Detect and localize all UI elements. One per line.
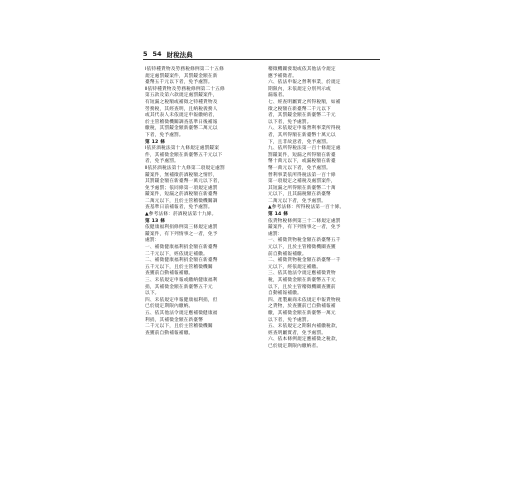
- text-line: 鍰案件，有下列情事之一者，免予: [268, 225, 341, 231]
- document-page: [143, 49, 380, 449]
- text-line: 第五款及第六款規定處罰鍰案件，: [145, 93, 218, 99]
- text-line: 依貨物稅條例第三十二條規定處罰: [268, 218, 341, 224]
- text-line: 其短漏之所得額在新臺幣二十萬: [268, 185, 336, 191]
- text-line: 以下。: [145, 291, 160, 297]
- text-line: 元以下，且其漏稅額在新臺幣: [268, 192, 331, 198]
- text-line: 下，且非故意者，免予處罰。: [268, 139, 331, 145]
- text-line: 幣一萬元以下者，免予處罰。: [268, 165, 331, 171]
- text-line: 八、未依規定申報營利事業所得稅: [268, 126, 341, 132]
- text-line: 四、未依規定申報健康福利捐，但: [145, 297, 218, 303]
- text-line: 鍰案件，無補徵菸酒稅額之情形，: [145, 172, 218, 178]
- text-line: 捐，其補徵金額在新臺幣五千元: [145, 284, 213, 290]
- right-column: [268, 67, 380, 351]
- text-line: 稽徵機關發現或依其他法令規定: [268, 67, 336, 72]
- text-line: 三、依其他法令規定應補徵貨物: [268, 271, 336, 277]
- text-line: 二、補徵貨物稅金額在新臺幣一千: [268, 258, 341, 264]
- text-line: 五、依其他法令規定應補徵健康福: [145, 310, 218, 316]
- text-line: 期限內，未依規定分別列示或: [268, 86, 331, 92]
- text-line: 鍰案件，有下列情事之一者，免予: [145, 231, 218, 237]
- text-line: 徵之稅額在新臺幣二千元以下: [268, 106, 331, 112]
- text-line: Ⅱ依特種貨物及勞務稅條例第二十五條: [145, 86, 225, 92]
- text-line: 以下者，免予處罰。: [268, 317, 312, 323]
- text-line: 查獲前自動補報補繳。: [145, 271, 194, 277]
- text-line: 六、依本條例規定應補徵之稅款，: [268, 337, 341, 343]
- running-header: [143, 49, 380, 59]
- text-line: 營利事業依所得稅法第一百十條: [268, 172, 336, 178]
- text-line: 件，其補徵金額在新臺幣五千元以下: [145, 152, 223, 158]
- text-line: 元以下，且於主管稽徵機關查獲: [268, 245, 336, 251]
- text-line: 四、產製廠商未依規定申報貨物稅: [268, 297, 341, 303]
- text-line: 六、依法申報之營利事業，於規定: [268, 80, 341, 86]
- left-column: [145, 67, 257, 337]
- text-line: 第一項規定之補稅及處罰案件，: [268, 179, 336, 185]
- text-line: 一、補徵貨物稅金額在新臺幣五千: [268, 238, 341, 244]
- text-line: 九、依所得稅法第一百十條規定處: [268, 146, 341, 152]
- text-line: 前自動補報補繳。: [268, 251, 307, 257]
- text-line: 漏報者。: [268, 93, 288, 99]
- text-line: 處罰：: [145, 238, 160, 244]
- text-line: 二、補徵健康福利捐金額在新臺幣: [145, 258, 218, 264]
- text-line: 二千元以下，經依規定補繳。: [145, 251, 208, 257]
- text-line: 第 12 條: [145, 139, 166, 145]
- text-line: 罰鍰案件，短漏之所得額在新臺: [268, 152, 336, 158]
- text-line: 已於規定期限內繳納。: [145, 304, 194, 310]
- text-line: 繳稅，其罰鍰金額新臺幣二萬元以: [145, 126, 218, 132]
- text-line: 經查明屬實者，免予處罰。: [268, 330, 327, 336]
- text-line: 鍰案件，短漏之菸酒稅額在新臺幣: [145, 192, 218, 198]
- text-line: 稅，其補徵金額在新臺幣五千元: [268, 278, 336, 283]
- text-line: 自動補報補繳。: [268, 291, 302, 297]
- book-title: 財稅法典: [166, 50, 193, 59]
- text-line: 處罰：: [268, 231, 283, 237]
- text-line: 規定處罰鍰案件，其罰鍰金額在新: [145, 73, 218, 79]
- text-line: 三、未依規定申報或繳納健康福利: [145, 278, 218, 283]
- text-line: 二萬元以下者，免予處罰。: [268, 198, 327, 204]
- text-line: 依健康福利捐條例第三條規定處罰: [145, 225, 218, 231]
- text-line: 者，其所得額在新臺幣十萬元以: [268, 132, 336, 138]
- text-line: 以下者，免予處罰。: [268, 119, 312, 125]
- text-line: 應予補徵者。: [268, 73, 298, 79]
- text-line: 元以下，經依規定補繳。: [268, 264, 322, 270]
- text-line: ▲參考法條：菸酒稅法第十九條。: [145, 212, 217, 218]
- text-line: 二萬元以下，且於主管稽徵機關調: [145, 198, 218, 204]
- text-line: 五千元以下，且於主管稽徵機關: [145, 264, 213, 270]
- text-line: 五、未依規定之期限內補繳稅款，: [268, 324, 341, 330]
- text-line: 於主管稽徵機關調查基準日後補報: [145, 119, 218, 125]
- text-line: 者，其罰鍰金額在新臺幣二千元: [268, 113, 336, 119]
- text-line: 下者，免予處罰。: [145, 132, 184, 138]
- text-line: 查獲前自動補報補繳。: [145, 330, 194, 336]
- text-line: 之貨物，於查獲前已自動補報補: [268, 304, 336, 310]
- text-line: 已於規定期限內繳納者。: [268, 343, 322, 349]
- text-line: Ⅰ依菸酒稅法第十九條規定處罰鍰案: [145, 146, 220, 152]
- text-line: 七、經查明屬實之所得稅額，如補: [268, 99, 341, 105]
- chapter-number: 54: [152, 50, 162, 58]
- text-line: 第 13 條: [145, 218, 166, 224]
- text-line: 臺幣五千元以下者，免予處罰。: [145, 80, 213, 86]
- text-line: 有短漏之稅額或補徵之特種貨物及: [145, 99, 218, 105]
- text-line: 其罰鍰金額在新臺幣一萬元以下者，: [145, 179, 223, 185]
- text-line: 或其代表人未依規定申報繳納者，: [145, 113, 218, 119]
- text-line: 勞務稅，其經查明，且納稅義務人: [145, 106, 218, 112]
- text-line: 查基準日前補報者，免予處罰。: [145, 205, 213, 211]
- text-line: 第 14 條: [268, 212, 289, 218]
- text-line: 免予處罰；依同條第一項規定處罰: [145, 185, 218, 191]
- text-line: 繳，其補徵金額在新臺幣一萬元: [268, 310, 336, 316]
- text-line: 利捐，其補徵金額在新臺幣: [145, 317, 204, 323]
- page-number: 5: [143, 50, 148, 58]
- text-line: 以下，且於主管稽徵機關查獲前: [268, 284, 336, 290]
- text-line: Ⅱ依菸酒稅法第十九條第二項規定處罰: [145, 165, 225, 171]
- header-rule: [143, 59, 380, 60]
- text-line: 者，免予處罰。: [145, 159, 179, 165]
- text-line: 幣十萬元以下，或漏稅額在新臺: [268, 159, 336, 165]
- text-line: 一、補徵健康福利捐金額在新臺幣: [145, 245, 218, 251]
- text-line: Ⅰ依特種貨物及勞務稅條例第二十五條: [145, 67, 224, 72]
- text-line: ▲參考法條：所得稅法第一百十條。: [268, 205, 345, 211]
- text-line: 二千元以下，且於主管稽徵機關: [145, 324, 213, 330]
